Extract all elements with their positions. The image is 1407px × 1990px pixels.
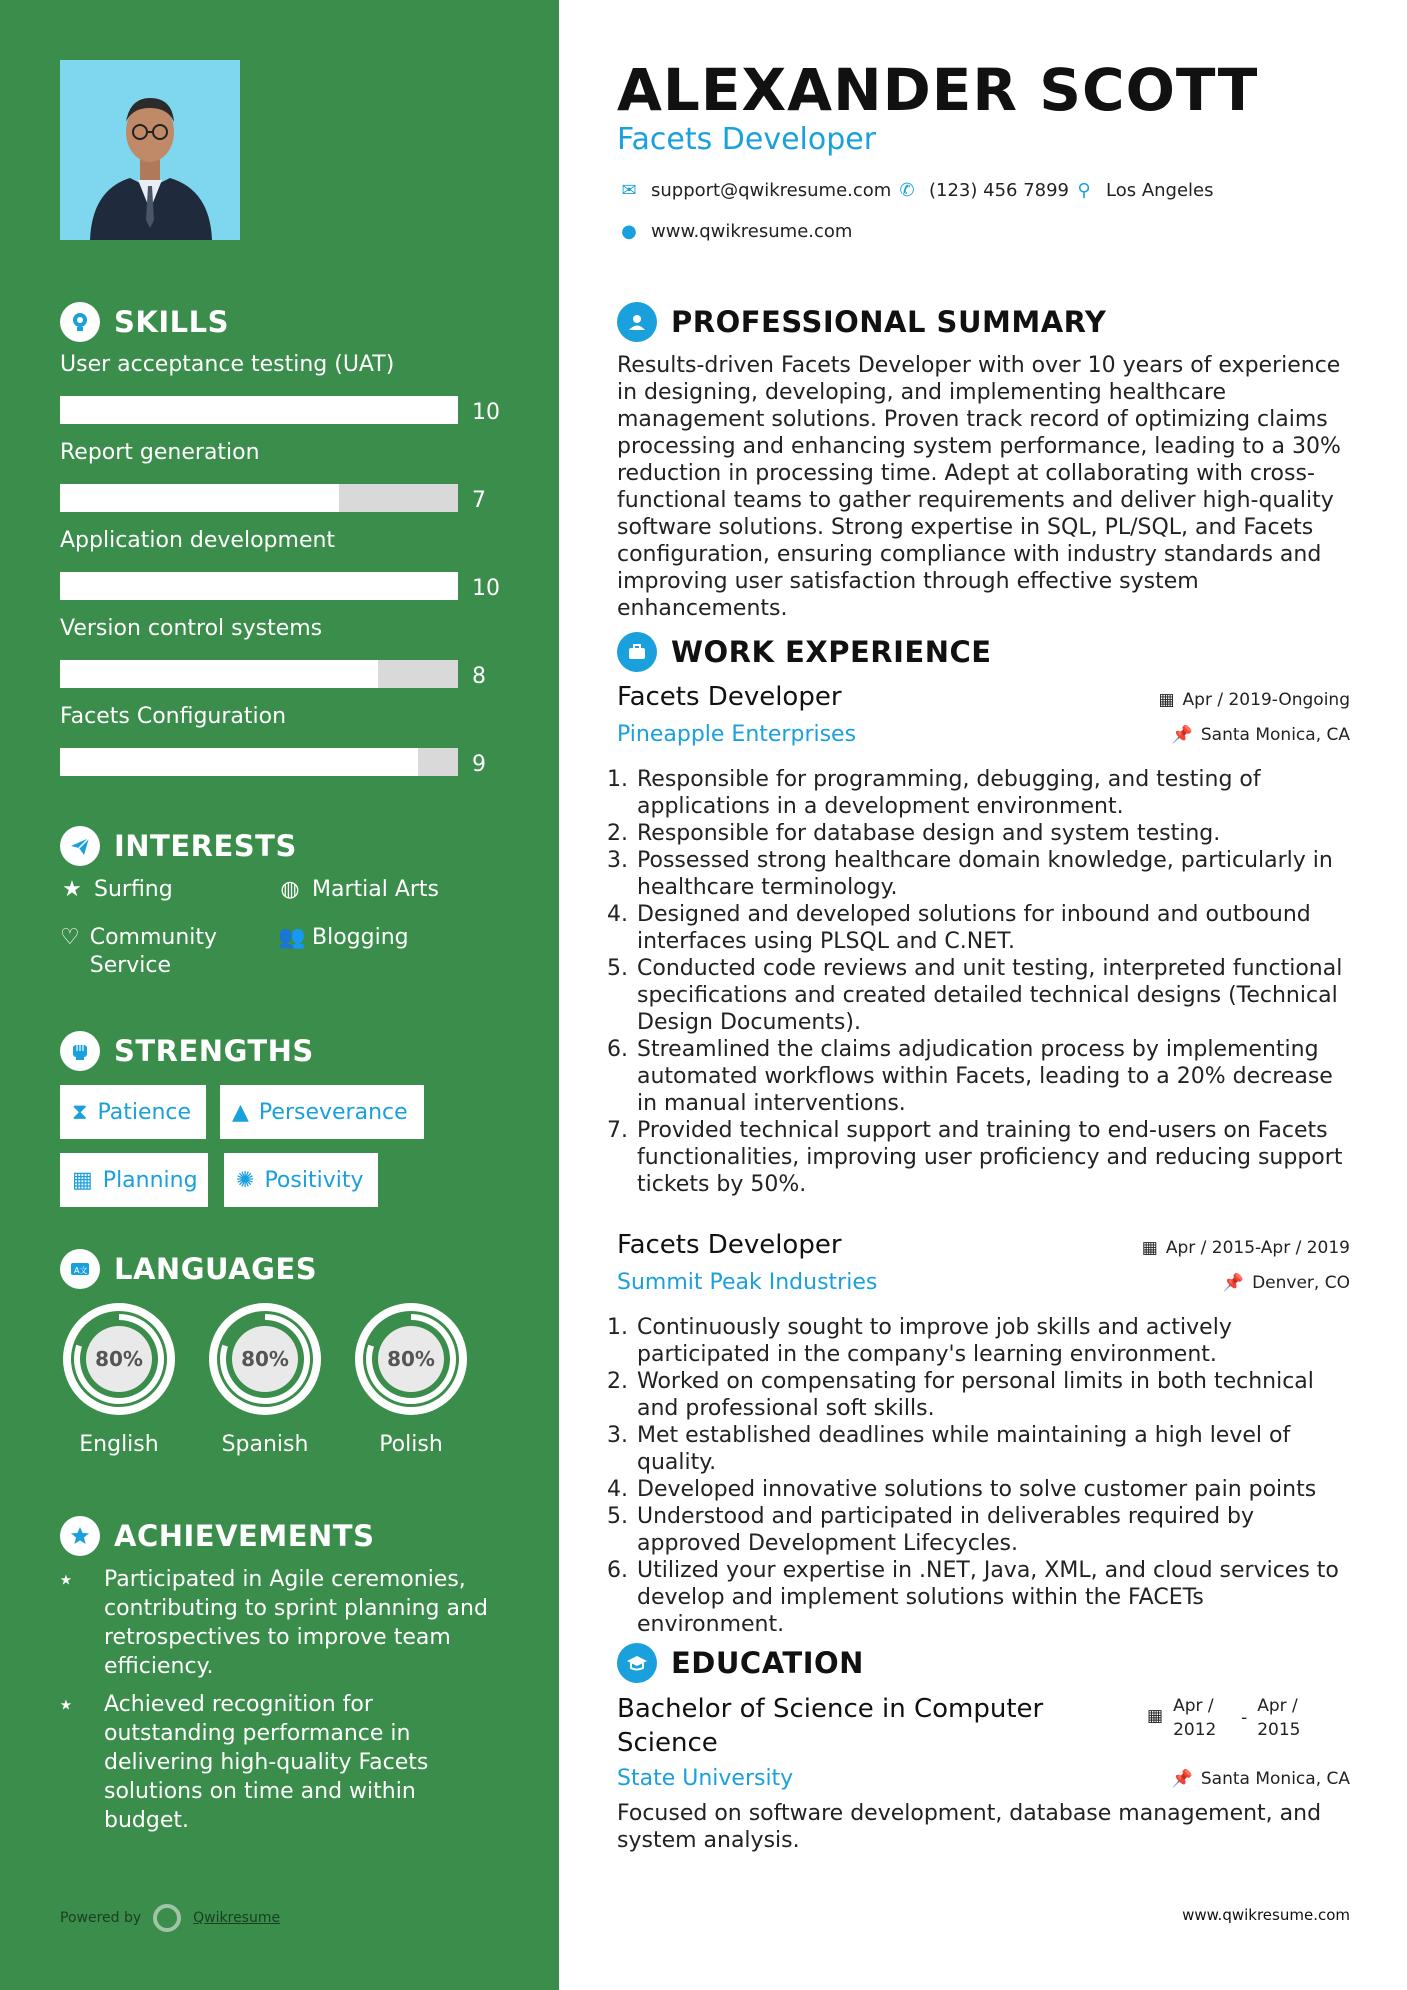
education-location-text: Santa Monica, CA [1200,1769,1350,1789]
skill-bar-fill [60,748,418,776]
strength-tag [220,1085,424,1139]
language-percent: 80% [387,1347,435,1371]
website-text[interactable]: www.qwikresume.com [651,221,853,242]
language-item [58,1298,180,1457]
map-pin-icon: ⚲ [1077,180,1091,201]
job-dates-text: Apr / 2015-Apr / 2019 [1165,1238,1350,1258]
strength-label: Positivity [264,1167,364,1193]
languages-heading [60,1249,317,1289]
skills-heading [60,302,229,342]
contact-location [1072,180,1214,201]
heart-outline-icon: ♡ [60,925,80,950]
pin-icon: 📌 [1222,1273,1245,1293]
skill-value: 10 [472,576,500,601]
job-dates-text: Apr / 2019-Ongoing [1182,690,1350,710]
skill-bar-fill [60,396,458,424]
education-dates [1147,1694,1315,1742]
sidebar [0,0,559,1990]
strengths-title: STRENGTHS [114,1034,314,1068]
interests-title: INTERESTS [114,829,297,863]
skill-bar [60,660,458,688]
job-location [1223,1273,1350,1293]
job-title: Facets Developer [617,1230,842,1260]
skill-value: 8 [472,664,486,689]
skill-bar-fill [60,660,378,688]
education-start: Apr / 2012 [1173,1696,1217,1740]
shooting-star-icon: ⭑ [60,1567,72,1592]
skill-bar-fill [60,484,339,512]
skill-item [60,352,500,425]
list-item: 6. Utilized your expertise in .NET, Java, XML, and cloud services to develop and implement solutions within the FACETs environment. [635,1557,1350,1638]
road-icon: ▲ [232,1099,249,1125]
qwikresume-logo-icon [153,1904,181,1932]
job-company: Summit Peak Industries [617,1270,878,1295]
briefcase-icon [617,632,657,672]
job-dates [1142,1238,1350,1258]
achievement-text: Participated in Agile ceremonies, contributing to sprint planning and retrospectives to improve team efficiency. [104,1567,488,1679]
skill-name: Version control systems [60,616,323,641]
hourglass-icon: ⧗ [72,1099,88,1125]
graduation-cap-icon [617,1643,657,1683]
strength-tag [60,1085,206,1139]
skill-item [60,440,500,513]
list-item: 4. Developed innovative solutions to solve customer pain points [635,1476,1350,1503]
email-text[interactable]: support@qwikresume.com [651,180,892,201]
pin-icon: 📌 [1171,725,1193,745]
list-item: 1. Responsible for programming, debugging, and testing of applications in a development environment. [635,766,1350,820]
education-title: EDUCATION [671,1646,864,1680]
strength-label: Patience [97,1099,192,1125]
candidate-name: ALEXANDER SCOTT [617,56,1259,124]
paper-plane-icon [60,826,100,866]
language-item [204,1298,326,1457]
interest-item [278,876,439,904]
user-icon [617,302,657,342]
summary-text: Results-driven Facets Developer with over 10 years of experience in designing, developing, and implementing healthcare management solutions. Proven track record of optimizing claims processing and enhancing system performance, leading to a 30% reduction in processing time. Adept at collaborating with cross-functional teams to gather requirements and deliver high-quality software solutions. Strong expertise in SQL, PL/SQL, and Facets configuration, ensuring compliance with industry standards and improving user satisfaction through effective system enhancements. [617,353,1341,621]
interest-label: Surfing [94,877,173,902]
users-icon: 👥 [278,925,306,950]
job-company: Pineapple Enterprises [617,722,857,747]
strengths-heading [60,1031,314,1071]
summary-heading [617,302,1106,342]
interest-label: Martial Arts [312,877,440,902]
language-gauge [204,1298,326,1420]
interest-item [60,924,250,980]
skill-item [60,528,500,601]
degree-title: Bachelor of Science in Computer Science [617,1694,1044,1758]
skill-value: 10 [472,400,500,425]
profile-photo [60,60,240,240]
skill-name: Report generation [60,440,260,465]
star-badge-icon [60,1516,100,1556]
language-icon [60,1249,100,1289]
location-text: Los Angeles [1106,180,1214,201]
language-name: English [79,1432,159,1457]
summary-title: PROFESSIONAL SUMMARY [671,305,1107,339]
job-location-text: Santa Monica, CA [1200,725,1350,745]
sun-icon: ✺ [236,1167,255,1193]
contact-email [617,180,891,201]
education-description: Focused on software development, database management, and system analysis. [617,1801,1322,1853]
achievement-item [60,1690,500,1835]
language-percent: 80% [241,1347,289,1371]
strength-tag [224,1153,378,1207]
shooting-star-icon: ⭑ [60,1692,72,1717]
language-percent: 80% [95,1347,143,1371]
education-heading [617,1643,864,1683]
job-bullets [617,1314,1350,1638]
language-gauge [350,1298,472,1420]
interest-item [278,924,409,952]
svg-text:A文: A文 [74,1266,88,1275]
phone-text[interactable]: (123) 456 7899 [929,180,1070,201]
skill-name: User acceptance testing (UAT) [60,352,395,377]
achievements-title: ACHIEVEMENTS [114,1519,375,1553]
job-title: Facets Developer [617,682,842,712]
achievement-item [60,1565,500,1681]
strength-label: Perseverance [258,1099,408,1125]
date-separator: - [1241,1708,1248,1728]
list-item: 2. Responsible for database design and system testing. [635,820,1350,847]
list-item: 5. Conducted code reviews and unit testing, interpreted functional specifications and created detailed technical designs (Technical Design Documents). [635,955,1350,1036]
list-item: 2. Worked on compensating for personal limits in both technical and professional soft skills. [635,1368,1350,1422]
language-name: Spanish [221,1432,309,1457]
calendar-icon: ▦ [1147,1706,1164,1726]
skill-name: Application development [60,528,336,553]
job-location-text: Denver, CO [1252,1273,1350,1293]
interest-item [60,876,173,904]
powered-by-label: Powered by [60,1910,142,1926]
brand-link[interactable]: Qwikresume [193,1910,281,1926]
skill-bar [60,484,458,512]
skill-bar [60,572,458,600]
calendar-icon: ▦ [72,1167,93,1193]
skills-title: SKILLS [114,305,229,339]
list-item: 3. Possessed strong healthcare domain knowledge, particularly in healthcare terminology. [635,847,1350,901]
skill-value: 7 [472,488,486,513]
list-item: 3. Met established deadlines while maintaining a high level of quality. [635,1422,1350,1476]
fist-icon [60,1031,100,1071]
language-name: Polish [379,1432,443,1457]
globe-icon: ● [621,221,637,242]
job-bullets [617,766,1350,1198]
achievement-text: Achieved recognition for outstanding performance in delivering high-quality Facets solutions on time and within budget. [104,1692,429,1833]
candidate-role: Facets Developer [617,122,877,157]
job-dates [1158,690,1350,710]
skill-name: Facets Configuration [60,704,287,729]
skill-bar-fill [60,572,458,600]
job-location [1172,725,1350,745]
list-item: 4. Designed and developed solutions for inbound and outbound interfaces using PLSQL and C.NET. [635,901,1350,955]
calendar-icon: ▦ [1141,1238,1158,1258]
phone-icon: ✆ [899,180,915,201]
language-item [350,1298,472,1457]
strength-tag [60,1153,208,1207]
interest-label: Community Service [89,925,218,978]
interest-label: Blogging [312,925,409,950]
school-name: State University [617,1766,794,1791]
star-icon: ★ [62,877,82,902]
experience-title: WORK EXPERIENCE [671,635,992,669]
avatar [60,60,240,240]
languages-title: LANGUAGES [114,1252,318,1286]
contact-website [617,221,852,242]
skill-value: 9 [472,752,486,777]
skill-bar [60,748,458,776]
globe-icon: ◍ [280,877,300,902]
language-gauge [58,1298,180,1420]
list-item: 5. Understood and participated in deliverables required by approved Development Lifecycles. [635,1503,1350,1557]
education-end: Apr / 2015 [1257,1696,1301,1740]
interests-heading [60,826,297,866]
skill-item [60,704,500,777]
experience-heading [617,632,992,672]
envelope-icon: ✉ [621,180,637,201]
powered-by [60,1904,280,1932]
education-location [1172,1769,1350,1789]
list-item: 6. Streamlined the claims adjudication process by implementing automated workflows within Facets, leading to a 20% decrease in manual interventions. [635,1036,1350,1117]
list-item: 7. Provided technical support and training to end-users on Facets functionalities, improving user proficiency and reducing support tickets by 50%. [635,1117,1350,1198]
skill-bar [60,396,458,424]
footer-website[interactable]: www.qwikresume.com [1182,1906,1350,1924]
list-item: 1. Continuously sought to improve job skills and actively participated in the company's learning environment. [635,1314,1350,1368]
skill-item [60,616,500,689]
contact-phone [895,180,1069,201]
achievements-heading [60,1516,374,1556]
lightbulb-icon [60,302,100,342]
pin-icon: 📌 [1171,1769,1193,1789]
calendar-icon: ▦ [1158,690,1175,710]
strength-label: Planning [102,1167,198,1193]
